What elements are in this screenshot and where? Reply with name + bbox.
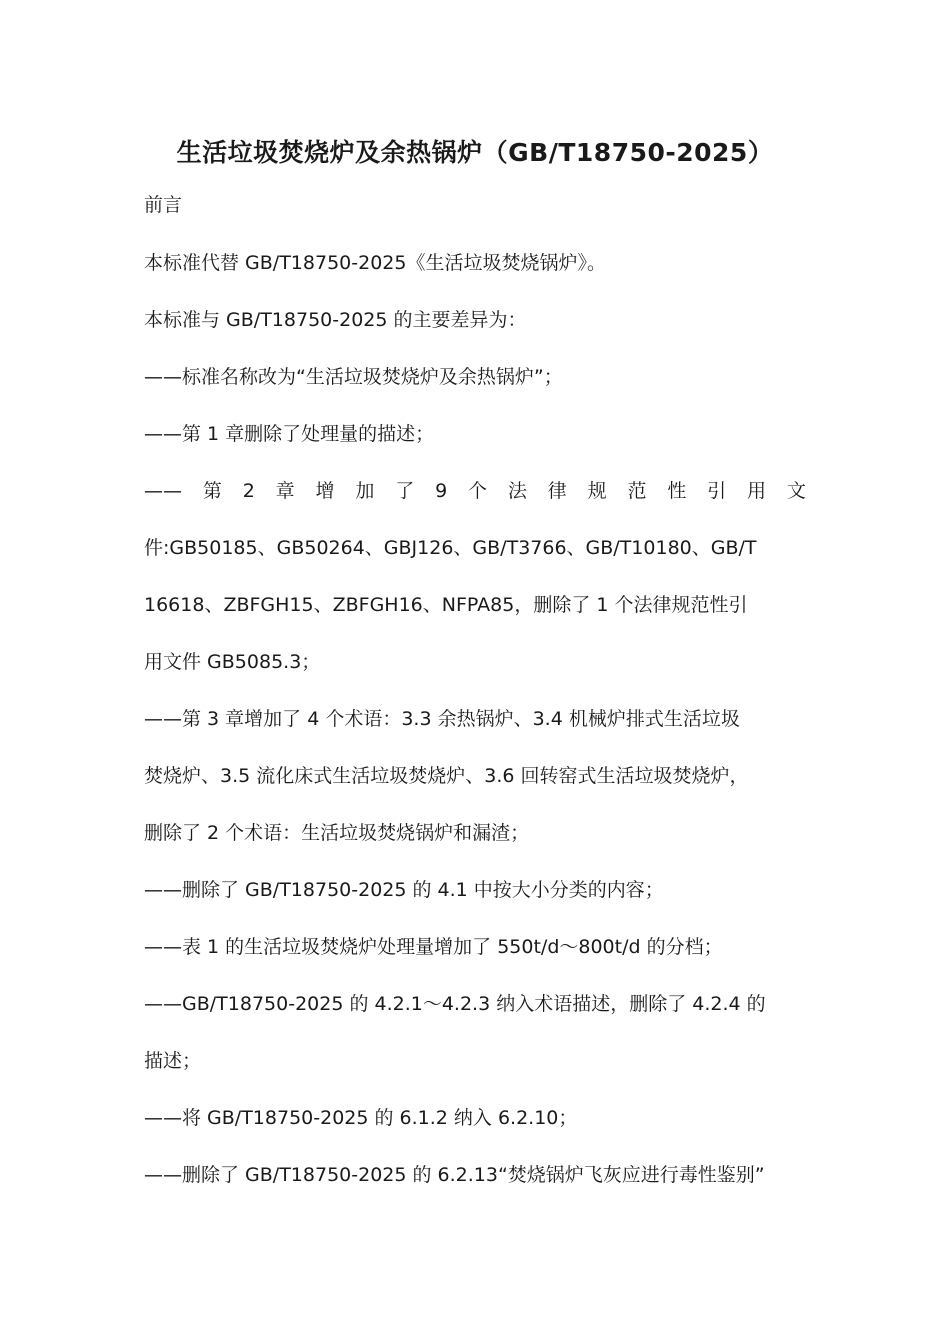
- paragraph-line: 描述；: [144, 1050, 202, 1072]
- text-token: 增: [315, 480, 335, 502]
- text-token: 第: [202, 480, 222, 502]
- paragraph-line: 删除了 2 个术语：生活垃圾焚烧锅炉和漏渣；: [144, 822, 530, 844]
- paragraph-line: ——表 1 的生活垃圾焚烧炉处理量增加了 550t/d～800t/d 的分档；: [144, 936, 723, 958]
- paragraph-line: ——标准名称改为“生活垃圾焚烧炉及余热锅炉”；: [144, 366, 563, 388]
- paragraph-line: ——第 3 章增加了 4 个术语：3.3 余热锅炉、3.4 机械炉排式生活垃圾: [144, 708, 740, 730]
- preface-heading: 前言: [144, 194, 183, 216]
- document-title: 生活垃圾焚烧炉及余热锅炉（GB/T18750-2025）: [176, 138, 774, 167]
- paragraph-line: ——第 1 章删除了处理量的描述；: [144, 423, 435, 445]
- text-token: 用: [747, 480, 767, 502]
- paragraph-line: ——删除了 GB/T18750-2025 的 6.2.13“焚烧锅炉飞灰应进行毒性鉴别”: [144, 1164, 765, 1186]
- text-token: 个: [468, 480, 488, 502]
- paragraph-line: 焚烧炉、3.5 流化床式生活垃圾焚烧炉、3.6 回转窑式生活垃圾焚烧炉，: [144, 765, 749, 787]
- text-token: 加: [355, 480, 375, 502]
- text-token: 章: [275, 480, 295, 502]
- paragraph-line: 本标准与 GB/T18750-2025 的主要差异为：: [144, 309, 527, 331]
- paragraph-line: 16618、ZBFGH15、ZBFGH16、NFPA85，删除了 1 个法律规范性引: [144, 594, 748, 616]
- text-token: 引: [707, 480, 727, 502]
- text-token: 法: [507, 480, 527, 502]
- text-token: 规: [587, 480, 607, 502]
- text-token: 文: [786, 480, 806, 502]
- paragraph-line: ——将 GB/T18750-2025 的 6.1.2 纳入 6.2.10；: [144, 1107, 578, 1129]
- paragraph-line: 用文件 GB5085.3；: [144, 651, 321, 673]
- paragraph-line: ——GB/T18750-2025 的 4.2.1～4.2.3 纳入术语描述，删除了 4.2.4 的: [144, 993, 766, 1015]
- text-token: 范: [627, 480, 647, 502]
- text-token: 9: [435, 480, 448, 502]
- text-token: 性: [667, 480, 687, 502]
- text-token: 律: [547, 480, 567, 502]
- text-token: 2: [242, 480, 255, 502]
- text-token: ——: [144, 480, 182, 502]
- paragraph-line: 件:GB50185、GB50264、GBJ126、GB/T3766、GB/T10180、GB/T: [144, 537, 757, 559]
- paragraph-line: 本标准代替 GB/T18750-2025《生活垃圾焚烧锅炉》。: [144, 252, 606, 274]
- justified-paragraph-line: [144, 479, 806, 503]
- paragraph-line: ——删除了 GB/T18750-2025 的 4.1 中按大小分类的内容；: [144, 879, 664, 901]
- text-token: 了: [395, 480, 415, 502]
